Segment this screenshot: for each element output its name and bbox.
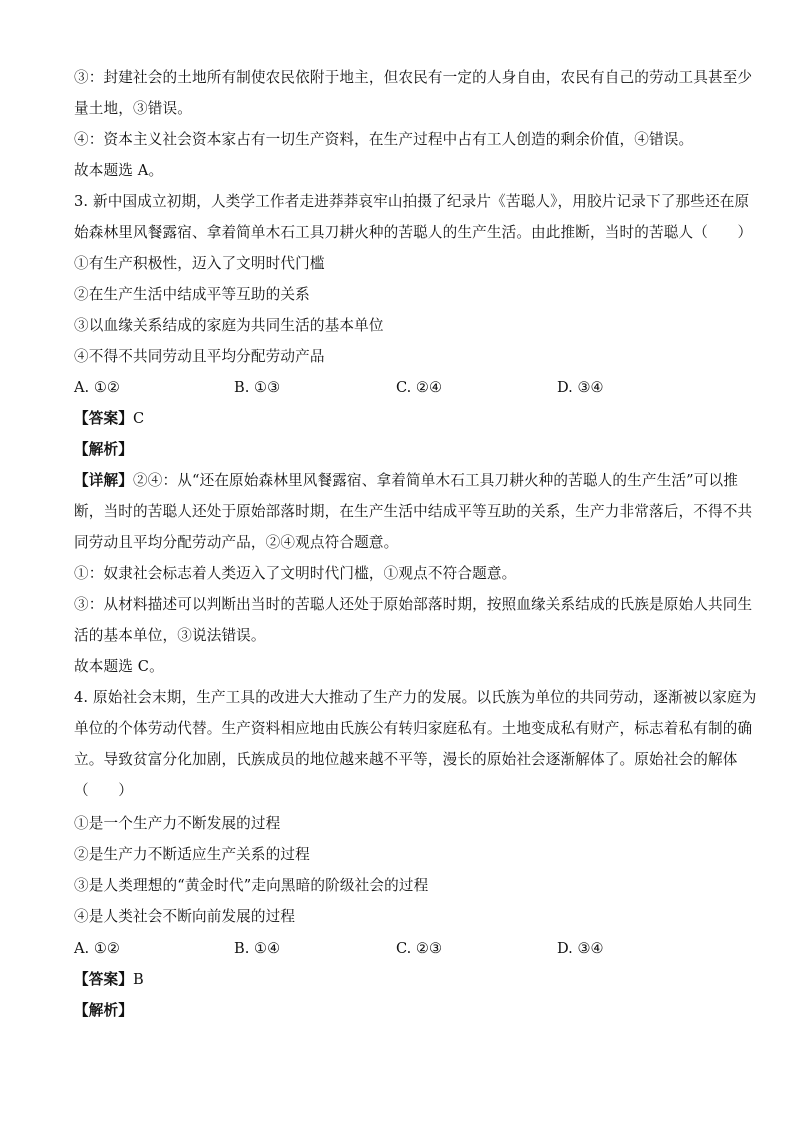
q3-option-b: B. ①③ bbox=[234, 379, 281, 396]
q3-detail-line-3: 同劳动且平均分配劳动产品，②④观点符合题意。 bbox=[74, 534, 399, 551]
q3-stem-line-2: 始森林里风餐露宿、拿着简单木石工具刀耕火种的苦聪人的生产生活。由此推断，当时的苦聪人（ ） bbox=[74, 224, 753, 241]
q3-statement-1: ①有生产积极性，迈入了文明时代门槛 bbox=[74, 255, 325, 272]
q4-stem-line-4: （ ） bbox=[74, 782, 133, 799]
q4-option-d: D. ③④ bbox=[557, 940, 604, 957]
q3-statement-2: ②在生产生活中结成平等互助的关系 bbox=[74, 286, 310, 303]
q3-option-a: A. ①② bbox=[74, 379, 120, 396]
detail-label: 【详解】 bbox=[74, 472, 133, 489]
q3-detail-line-5: ③：从材料描述可以判断出当时的苦聪人还处于原始部落时期，按照血缘关系结成的氏族是原始人共同生 bbox=[74, 596, 753, 613]
q3-statement-4: ④不得不共同劳动且平均分配劳动产品 bbox=[74, 348, 325, 365]
q3-analysis-label: 【解析】 bbox=[74, 441, 133, 458]
detail-text: ②④：从“还在原始森林里风餐露宿、拿着简单木石工具刀耕火种的苦聪人的生产生活”可以推 bbox=[132, 472, 738, 489]
q3-detail-line-1 bbox=[74, 471, 738, 491]
q4-stem-line-3: 立。导致贫富分化加剧，氏族成员的地位越来越不平等，漫长的原始社会逐渐解体了。原始社会的解体 bbox=[74, 751, 738, 768]
q3-statement-3: ③以血缘关系结成的家庭为共同生活的基本单位 bbox=[74, 317, 384, 334]
q3-option-d: D. ③④ bbox=[557, 379, 604, 396]
q4-analysis-label: 【解析】 bbox=[74, 1002, 133, 1019]
answer-value: B bbox=[132, 971, 144, 988]
q3-detail-line-6: 活的基本单位，③说法错误。 bbox=[74, 627, 266, 644]
answer-label: 【答案】 bbox=[74, 971, 133, 988]
q4-option-b: B. ①④ bbox=[234, 940, 281, 957]
q4-option-c: C. ②③ bbox=[396, 940, 443, 957]
q2-explanation-line-2: 量土地，③错误。 bbox=[74, 100, 192, 117]
q4-stem-line-1: 4. 原始社会末期，生产工具的改进大大推动了生产力的发展。以氏族为单位的共同劳动，逐渐被以家庭为 bbox=[74, 689, 757, 706]
q3-detail-line-4: ①：奴隶社会标志着人类迈入了文明时代门槛，①观点不符合题意。 bbox=[74, 565, 517, 582]
q4-answer bbox=[74, 970, 144, 990]
answer-value: C bbox=[132, 410, 145, 427]
q4-option-a: A. ①② bbox=[74, 940, 120, 957]
q2-explanation-line-3: ④：资本主义社会资本家占有一切生产资料，在生产过程中占有工人创造的剩余价值，④错误。 bbox=[74, 131, 694, 148]
q4-statement-3: ③是人类理想的“黄金时代”走向黑暗的阶级社会的过程 bbox=[74, 877, 429, 894]
q3-option-c: C. ②④ bbox=[396, 379, 443, 396]
q3-stem-line-1: 3. 新中国成立初期，人类学工作者走进莽莽哀牢山拍摄了纪录片《苦聪人》，用胶片记录下了那些还在原 bbox=[74, 193, 750, 210]
q2-explanation-line-1: ③：封建社会的土地所有制使农民依附于地主，但农民有一定的人身自由，农民有自己的劳动工具甚至少 bbox=[74, 69, 753, 86]
q3-detail-line-2: 断，当时的苦聪人还处于原始部落时期，在生产生活中结成平等互助的关系，生产力非常落后，不得不共 bbox=[74, 503, 753, 520]
q3-conclusion: 故本题选 C。 bbox=[74, 658, 164, 675]
q3-answer bbox=[74, 409, 144, 429]
q4-statement-2: ②是生产力不断适应生产关系的过程 bbox=[74, 846, 310, 863]
q4-stem-line-2: 单位的个体劳动代替。生产资料相应地由氏族公有转归家庭私有。土地变成私有财产，标志着私有制的确 bbox=[74, 720, 753, 737]
q2-conclusion: 故本题选 A。 bbox=[74, 162, 164, 179]
q4-statement-1: ①是一个生产力不断发展的过程 bbox=[74, 815, 281, 832]
q4-statement-4: ④是人类社会不断向前发展的过程 bbox=[74, 908, 296, 925]
answer-label: 【答案】 bbox=[74, 410, 133, 427]
